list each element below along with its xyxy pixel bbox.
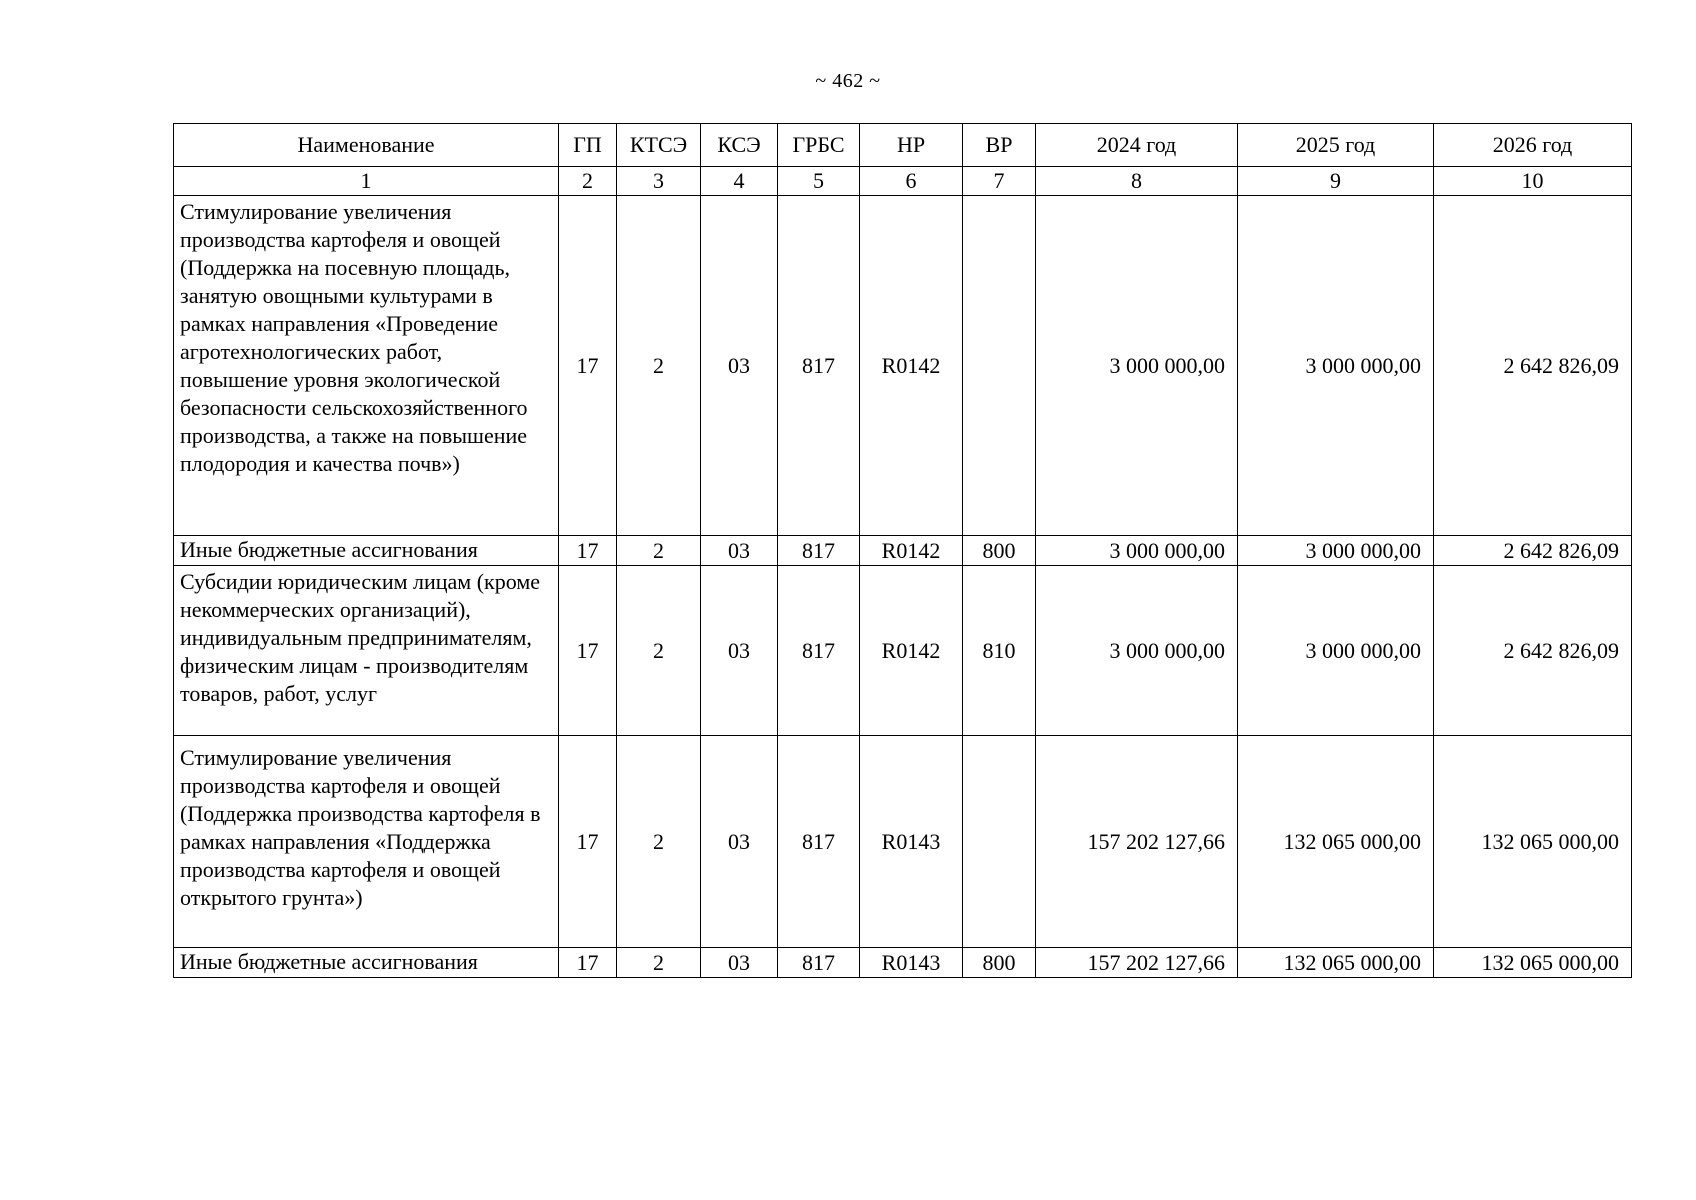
column-number: 3 (617, 167, 701, 196)
column-number: 1 (174, 167, 559, 196)
table-row (174, 196, 1632, 536)
cell-gp: 17 (559, 536, 617, 566)
cell-2025: 3 000 000,00 (1238, 196, 1434, 536)
cell-vr: 800 (963, 948, 1036, 978)
row-name: Стимулирование увеличения производства картофеля и овощей (Поддержка производства картофеля в рамках направления «Поддержка производства картофеля и овощей открытого грунта») (174, 736, 559, 948)
cell-2026: 2 642 826,09 (1434, 196, 1632, 536)
cell-kse: 03 (701, 736, 778, 948)
row-name: Субсидии юридическим лицам (кроме некоммерческих организаций), индивидуальным предпринимателям, физическим лицам - производителям товаров, работ, услуг (174, 566, 559, 736)
column-header-vr: ВР (963, 124, 1036, 167)
table-row (174, 736, 1632, 948)
budget-table (173, 123, 1632, 978)
cell-gp: 17 (559, 948, 617, 978)
cell-grbs: 817 (778, 536, 860, 566)
cell-ktse: 2 (617, 948, 701, 978)
row-name: Иные бюджетные ассигнования (174, 536, 559, 566)
column-number: 6 (860, 167, 963, 196)
column-header-gp: ГП (559, 124, 617, 167)
row-name: Стимулирование увеличения производства картофеля и овощей (Поддержка на посевную площадь, занятую овощными культурами в рамках направления «Проведение агротехнологических работ, повышение уровня экологической безопасности сельскохозяйственного производства, а также на повышение плодородия и качества почв») (174, 196, 559, 536)
column-number: 2 (559, 167, 617, 196)
column-header-2024: 2024 год (1036, 124, 1238, 167)
budget-table-container (173, 123, 1631, 978)
cell-grbs: 817 (778, 566, 860, 736)
column-number: 8 (1036, 167, 1238, 196)
cell-vr: 810 (963, 566, 1036, 736)
cell-ktse: 2 (617, 536, 701, 566)
cell-2026: 132 065 000,00 (1434, 736, 1632, 948)
cell-ktse: 2 (617, 566, 701, 736)
cell-grbs: 817 (778, 948, 860, 978)
cell-vr (963, 736, 1036, 948)
cell-nr: R0143 (860, 948, 963, 978)
column-number: 9 (1238, 167, 1434, 196)
column-header-name: Наименование (174, 124, 559, 167)
cell-vr (963, 196, 1036, 536)
cell-nr: R0142 (860, 536, 963, 566)
table-row (174, 536, 1632, 566)
cell-ktse: 2 (617, 196, 701, 536)
column-number: 7 (963, 167, 1036, 196)
cell-2025: 3 000 000,00 (1238, 536, 1434, 566)
cell-ktse: 2 (617, 736, 701, 948)
cell-2024: 157 202 127,66 (1036, 736, 1238, 948)
column-number: 4 (701, 167, 778, 196)
cell-nr: R0142 (860, 196, 963, 536)
column-number: 10 (1434, 167, 1632, 196)
cell-vr: 800 (963, 536, 1036, 566)
cell-grbs: 817 (778, 196, 860, 536)
column-header-nr: НР (860, 124, 963, 167)
row-name: Иные бюджетные ассигнования (174, 948, 559, 978)
column-header-grbs: ГРБС (778, 124, 860, 167)
cell-2025: 132 065 000,00 (1238, 948, 1434, 978)
cell-2025: 3 000 000,00 (1238, 566, 1434, 736)
cell-gp: 17 (559, 566, 617, 736)
cell-nr: R0142 (860, 566, 963, 736)
column-number: 5 (778, 167, 860, 196)
cell-nr: R0143 (860, 736, 963, 948)
cell-grbs: 817 (778, 736, 860, 948)
page-number: ~ 462 ~ (815, 70, 881, 92)
cell-2026: 132 065 000,00 (1434, 948, 1632, 978)
header-row (174, 124, 1632, 167)
cell-2024: 3 000 000,00 (1036, 566, 1238, 736)
cell-2026: 2 642 826,09 (1434, 536, 1632, 566)
cell-2025: 132 065 000,00 (1238, 736, 1434, 948)
column-number-row (174, 167, 1632, 196)
cell-2026: 2 642 826,09 (1434, 566, 1632, 736)
cell-kse: 03 (701, 948, 778, 978)
cell-kse: 03 (701, 196, 778, 536)
column-header-2026: 2026 год (1434, 124, 1632, 167)
column-header-2025: 2025 год (1238, 124, 1434, 167)
cell-gp: 17 (559, 736, 617, 948)
column-header-ktse: КТСЭ (617, 124, 701, 167)
table-row (174, 948, 1632, 978)
cell-kse: 03 (701, 536, 778, 566)
cell-2024: 157 202 127,66 (1036, 948, 1238, 978)
column-header-kse: КСЭ (701, 124, 778, 167)
table-row (174, 566, 1632, 736)
cell-kse: 03 (701, 566, 778, 736)
cell-2024: 3 000 000,00 (1036, 196, 1238, 536)
cell-2024: 3 000 000,00 (1036, 536, 1238, 566)
cell-gp: 17 (559, 196, 617, 536)
